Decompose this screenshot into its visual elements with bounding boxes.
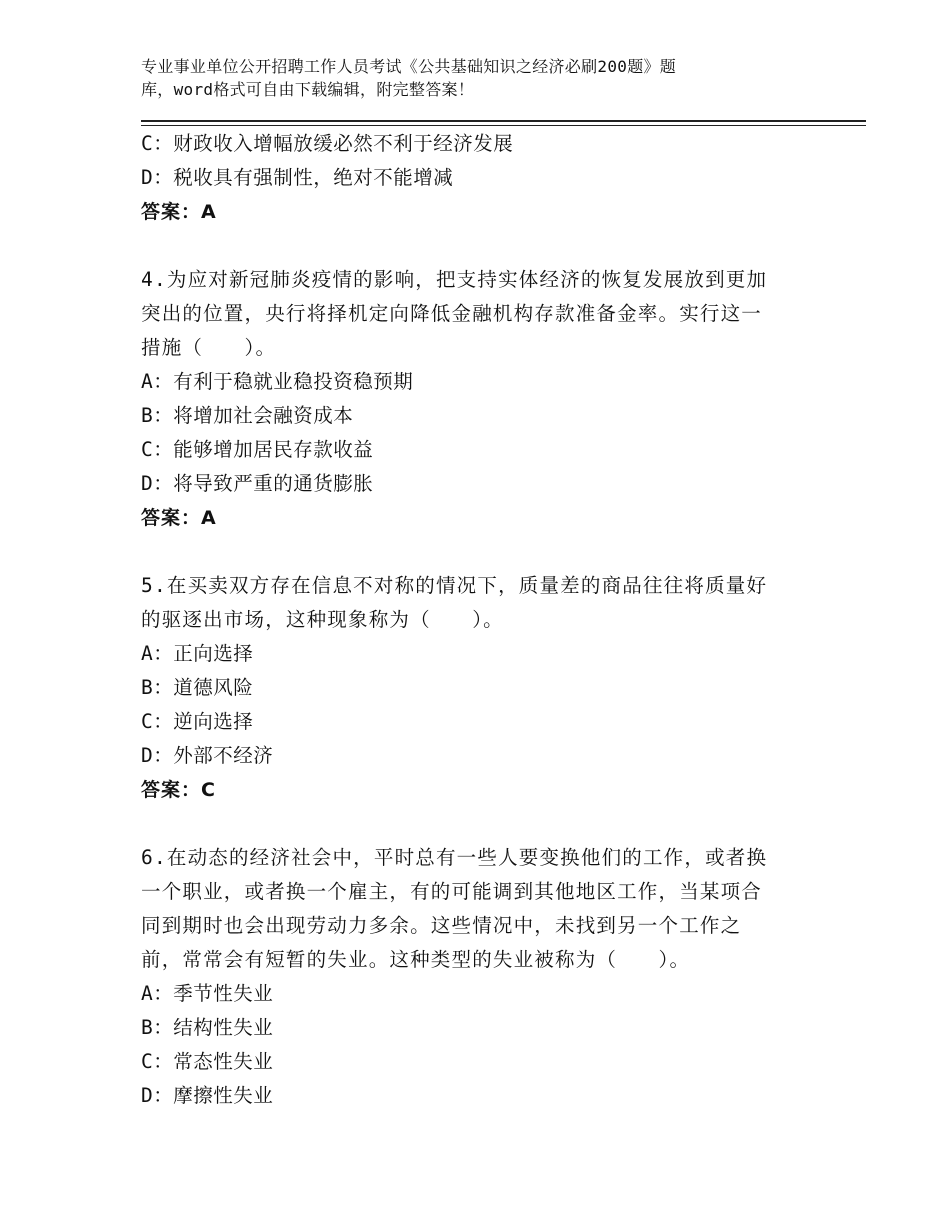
option-b: B：结构性失业 — [141, 1016, 274, 1039]
document-body — [141, 127, 811, 1113]
option-c: C：财政收入增幅放缓必然不利于经济发展 — [141, 132, 514, 155]
answer-label: 答案：C — [141, 779, 216, 801]
option-c: C：能够增加居民存款收益 — [141, 438, 374, 461]
header-divider-thin — [141, 125, 866, 126]
stem-line: 同到期时也会出现劳动力多余。这些情况中，未找到另一个工作之 — [141, 914, 742, 937]
question-stem — [141, 841, 811, 977]
stem-line: 4.为应对新冠肺炎疫情的影响，把支持实体经济的恢复发展放到更加 — [141, 268, 768, 291]
option-a: A：正向选择 — [141, 642, 254, 665]
option-d: D：税收具有强制性，绝对不能增减 — [141, 166, 454, 189]
header-title-line-2: 库，word格式可自由下载编辑，附完整答案！ — [141, 80, 475, 99]
header-divider-thick — [141, 120, 866, 122]
question-stem — [141, 263, 811, 365]
option-b: B：将增加社会融资成本 — [141, 404, 354, 427]
stem-line: 6.在动态的经济社会中，平时总有一些人要变换他们的工作，或者换 — [141, 846, 768, 869]
option-c: C：常态性失业 — [141, 1050, 274, 1073]
answer-label: 答案：A — [141, 201, 217, 223]
spacer — [141, 229, 811, 263]
stem-line: 突出的位置，央行将择机定向降低金融机构存款准备金率。实行这一 — [141, 302, 763, 325]
option-c: C：逆向选择 — [141, 710, 254, 733]
option-b: B：道德风险 — [141, 676, 254, 699]
stem-line: 的驱逐出市场，这种现象称为（ ）。 — [141, 608, 504, 631]
stem-line: 5.在买卖双方存在信息不对称的情况下，质量差的商品往往将质量好 — [141, 574, 768, 597]
option-a: A：季节性失业 — [141, 982, 274, 1005]
option-d: D：外部不经济 — [141, 744, 274, 767]
question-5-block — [141, 569, 811, 807]
question-4-block — [141, 263, 811, 535]
question-6-block — [141, 841, 811, 1113]
stem-line: 措施（ ）。 — [141, 336, 277, 359]
header-title-line-1: 专业事业单位公开招聘工作人员考试《公共基础知识之经济必刷200题》题 — [141, 57, 677, 76]
option-d: D：将导致严重的通货膨胀 — [141, 472, 374, 495]
stem-line: 前，常常会有短暂的失业。这种类型的失业被称为（ ）。 — [141, 948, 691, 971]
option-a: A：有利于稳就业稳投资稳预期 — [141, 370, 414, 393]
question-3-block — [141, 127, 811, 229]
question-stem — [141, 569, 811, 637]
spacer — [141, 535, 811, 569]
stem-line: 一个职业，或者换一个雇主，有的可能调到其他地区工作，当某项合 — [141, 880, 763, 903]
spacer — [141, 807, 811, 841]
option-d: D：摩擦性失业 — [141, 1084, 274, 1107]
document-header — [141, 55, 781, 101]
answer-label: 答案：A — [141, 507, 217, 529]
